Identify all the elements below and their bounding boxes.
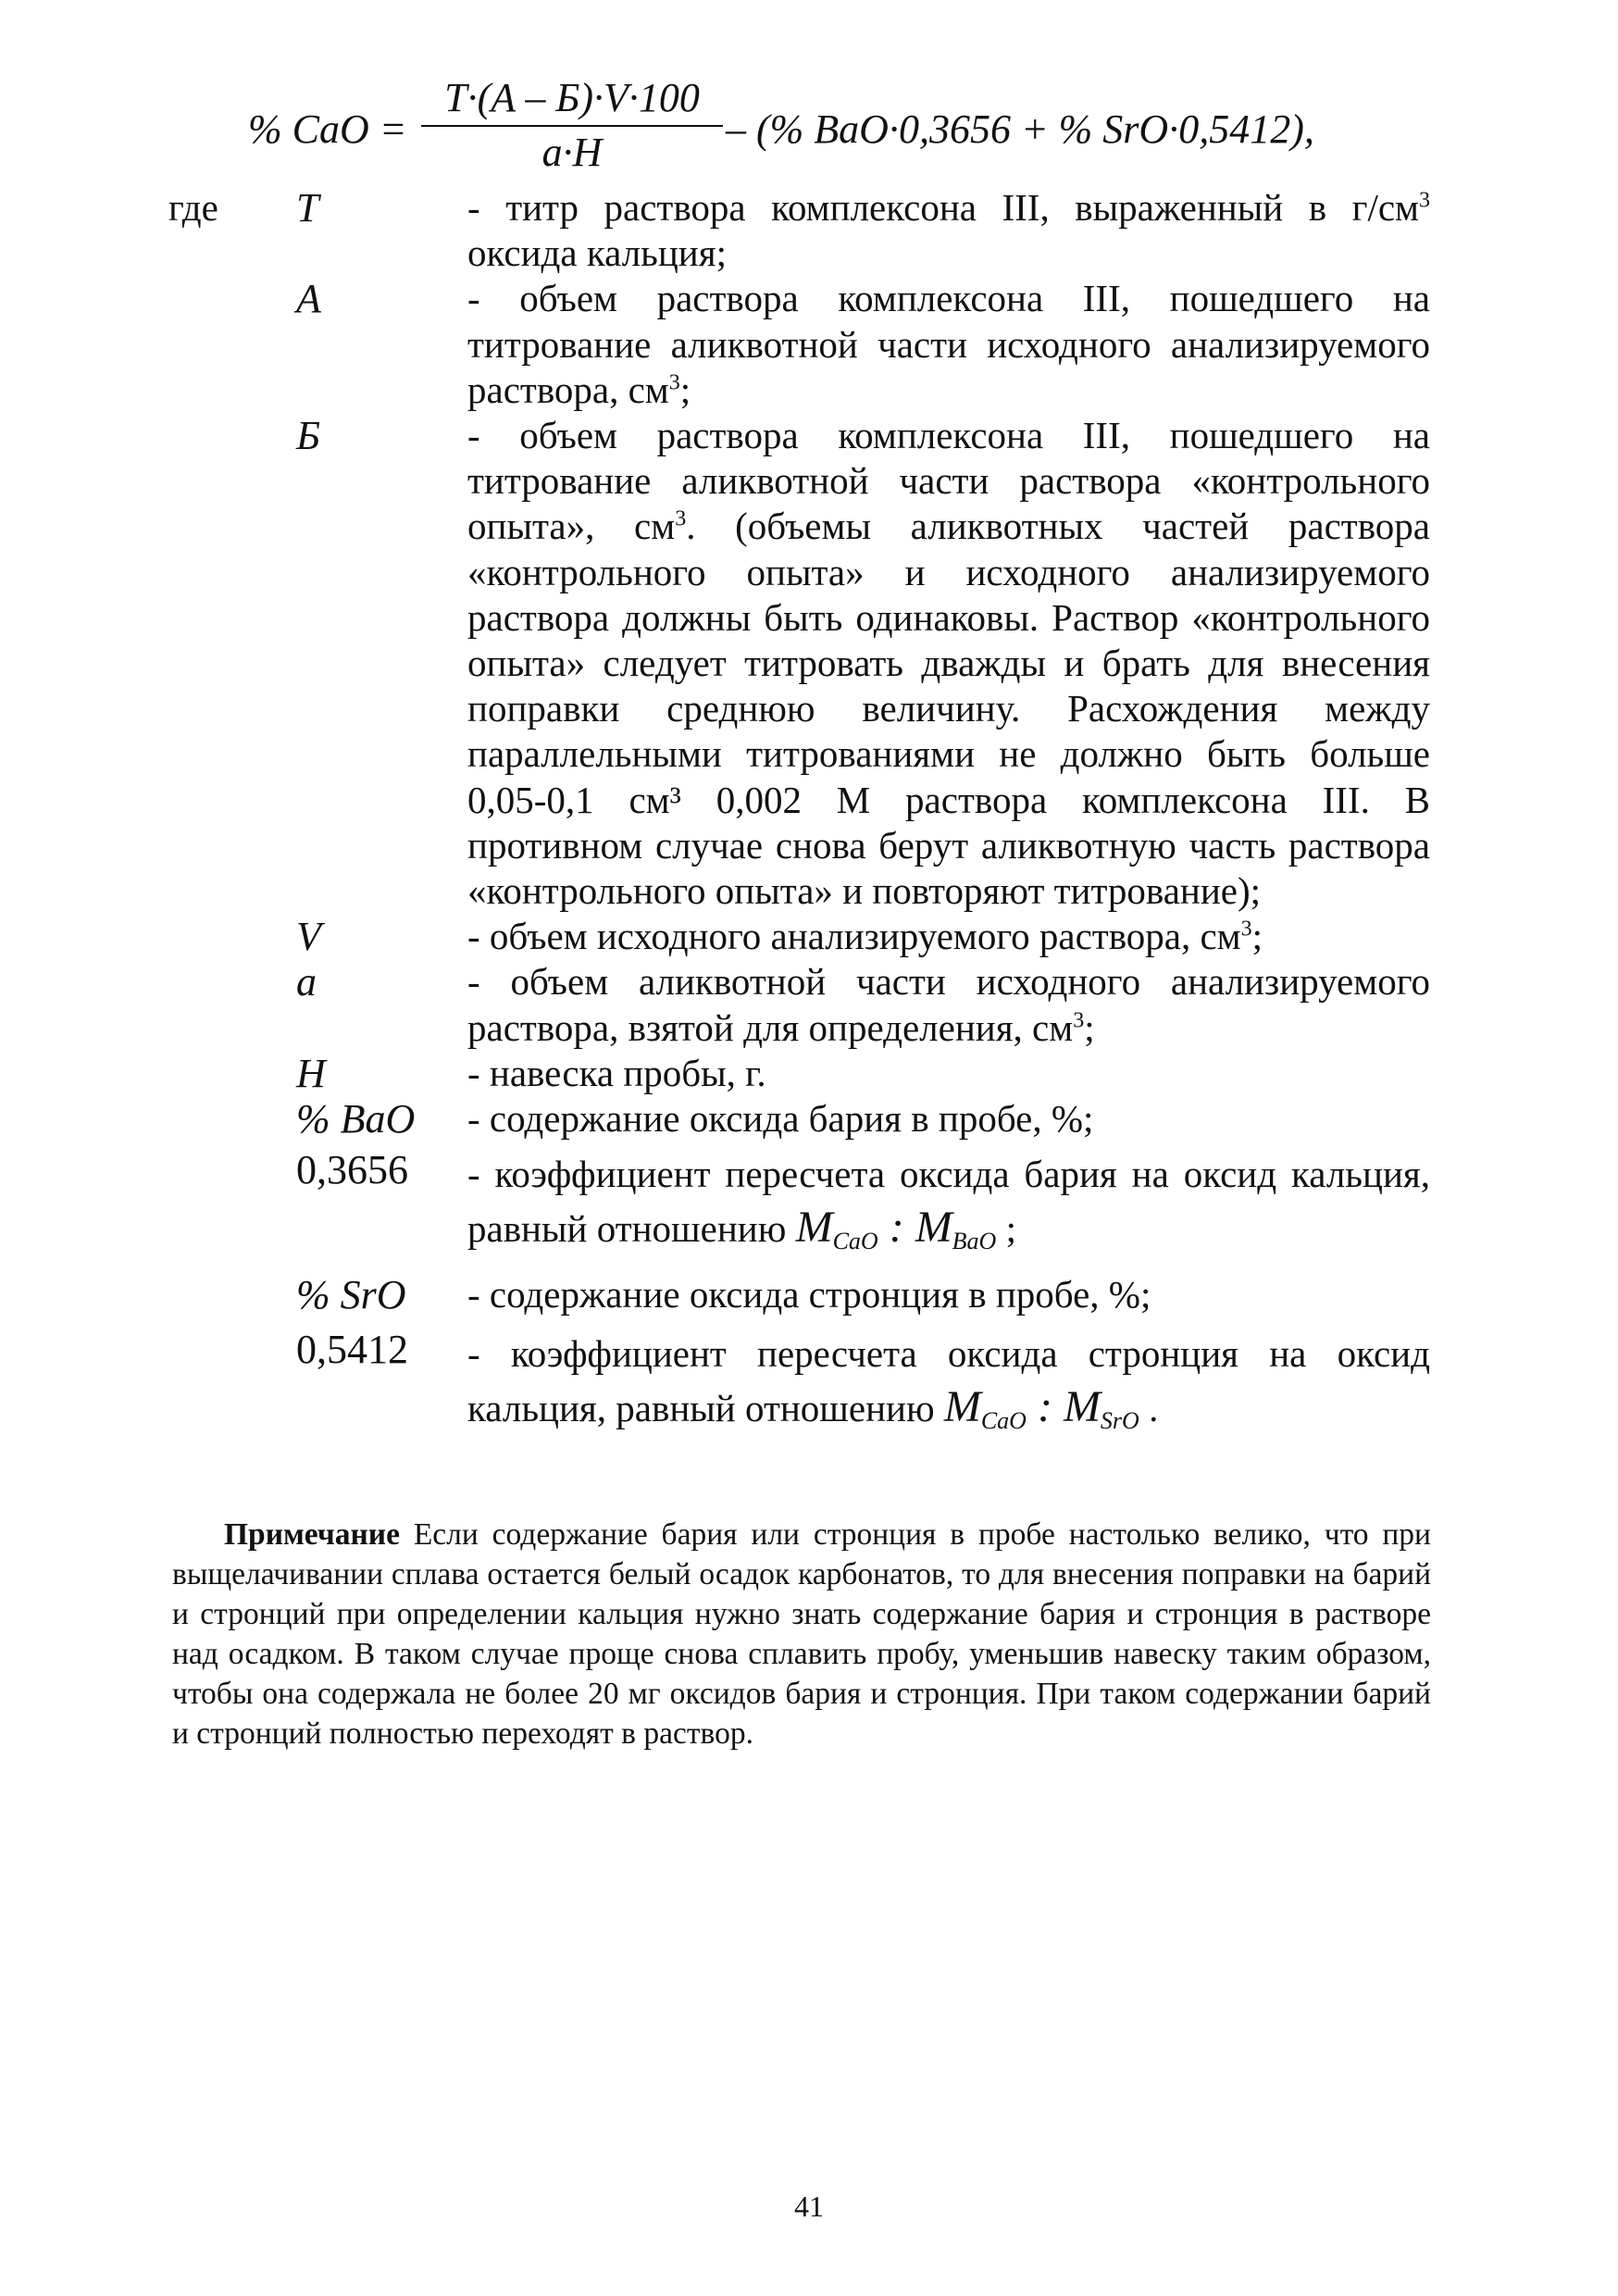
- definition-symbol: 0,3656: [296, 1147, 408, 1193]
- definition-row: [168, 1096, 1446, 1142]
- definition-row: [168, 276, 1446, 413]
- formula-fraction: [421, 74, 723, 176]
- definition-text: - объем аликвотной части исходного анализируемого раствора, взятой для определения, $см^3$;: [467, 960, 1430, 1049]
- definition-text: - объем раствора комплексона III, пошедшего на титрование аликвотной части исходного анализируемого раствора, $см^3$;: [467, 277, 1430, 411]
- definition-row: [168, 959, 1446, 1050]
- definition-symbol: V: [296, 914, 321, 960]
- note-paragraph: [172, 1515, 1431, 1753]
- definition-row: [168, 1327, 1446, 1448]
- definition-text: - коэффициент пересчета оксида стронция на оксид кальция, равный отношению MCaO : MSrO .: [467, 1332, 1430, 1435]
- formula-numerator: T·(A – Б)·V·100: [444, 75, 700, 120]
- definition-text: - коэффициент пересчета оксида бария на оксид кальция, равный отношению MCaO : MBaO ;: [467, 1153, 1430, 1255]
- formula-denominator: a·H: [541, 130, 603, 175]
- formula-lhs: % CaO =: [248, 106, 407, 152]
- fraction-bar: [421, 125, 723, 127]
- definition-symbol: H: [296, 1050, 326, 1096]
- page-number: 41: [794, 2190, 824, 2223]
- definition-symbol: a: [296, 959, 317, 1005]
- definition-row: [168, 1147, 1446, 1268]
- definition-row: [168, 413, 1446, 914]
- definition-symbol: Б: [296, 413, 320, 459]
- definition-text: - содержание оксида бария в пробе, %;: [467, 1097, 1094, 1141]
- definition-row: [168, 1051, 1446, 1096]
- definition-text: - объем исходного анализируемого раствора, $см^3$;: [467, 915, 1263, 958]
- where-label: где: [168, 186, 218, 229]
- definition-symbol: % BaO: [296, 1096, 416, 1142]
- definition-text: - объем раствора комплексона III, пошедшего на титрование аликвотной части раствора «контрольного опыта», $см^3$. (объемы аликвотных частей раствора «контрольного опыта» и исходного анализируемого раствора должны быть одинаковы. Раствор «контрольного опыта» следует титровать дважды и брать для внесения поправки среднюю величину. Расхождения между параллельными титрованиями не должно быть больше 0,05-0,1 см³ 0,002 М раствора комплексона III. В противном случае снова берут аликвотную часть раствора «контрольного опыта» и повторяют титрование);: [467, 414, 1431, 913]
- definition-text: - содержание оксида стронция в пробе, %;: [467, 1273, 1151, 1316]
- note-label: Примечание: [224, 1517, 400, 1552]
- definition-row: [168, 185, 1446, 276]
- definition-row: [168, 1272, 1446, 1317]
- definition-symbol: A: [296, 276, 321, 322]
- definition-row: [168, 914, 1446, 959]
- note-text: Если содержание бария или стронция в пробе настолько велико, что при выщелачивании сплава остается белый осадок карбонатов, то для внесения поправки на барий и стронций при определении кальция нужно знать содержание бария и стронция в растворе над осадком. В таком случае проще снова сплавить пробу, уменьшив навеску таким образом, чтобы она содержала не более 20 мг оксидов бария и стронция. При таком содержании барий и стронций полностью переходят в раствор.: [172, 1517, 1431, 1751]
- formula-rhs: – (% BaO·0,3656 + % SrO·0,5412),: [726, 106, 1314, 152]
- definition-symbol: 0,5412: [296, 1327, 408, 1373]
- cao-formula: [248, 74, 1451, 176]
- definitions-list: [168, 185, 1446, 1448]
- definition-text: - титр раствора комплексона III, выраженный в $г/см^3$ оксида кальция;: [467, 186, 1430, 275]
- definition-symbol: % SrO: [296, 1272, 406, 1318]
- definition-symbol: T: [296, 185, 319, 231]
- definition-text: - навеска пробы, г.: [467, 1051, 766, 1094]
